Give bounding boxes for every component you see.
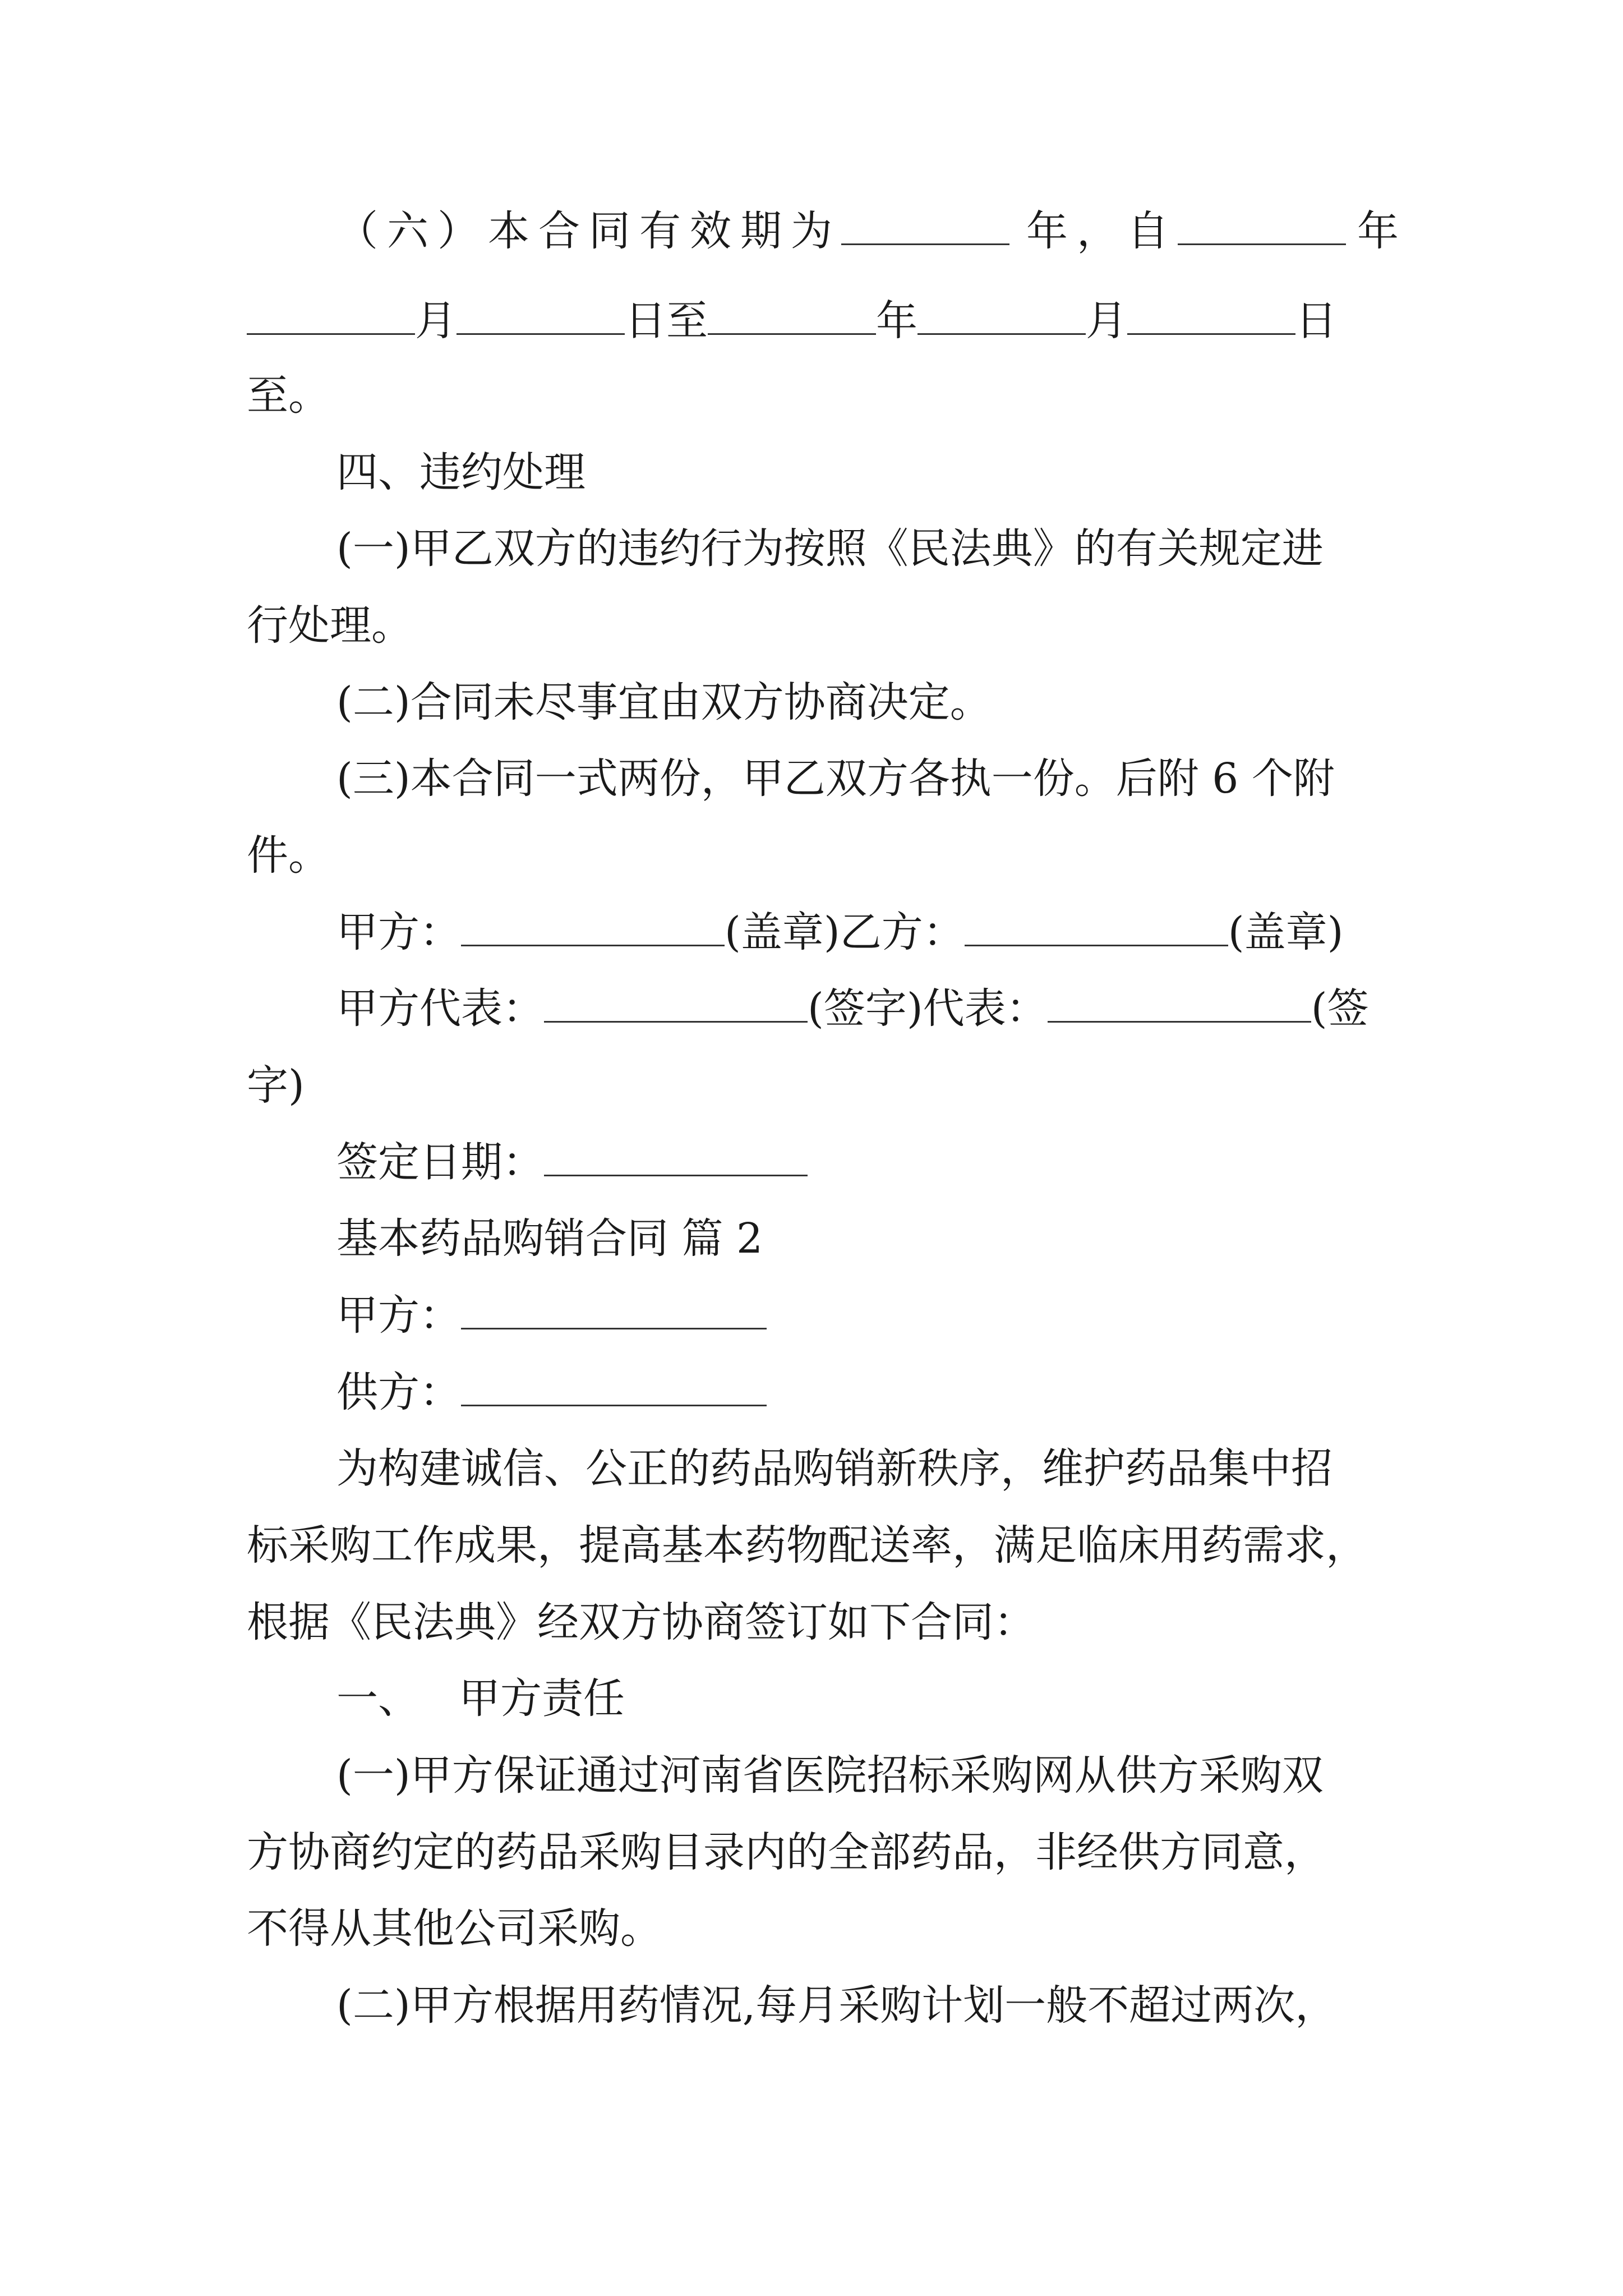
breach-clause-1-line-1: (一)甲乙双方的违约行为按照《民法典》的有关规定进	[336, 524, 1324, 573]
duty-clause-1-line-1: (一)甲方保证通过河南省医院招标采购网从供方采购双	[336, 1751, 1324, 1800]
signature-representative-line: 甲方代表： (签字)代表： (签	[336, 984, 1369, 1033]
clause-validity-line-3: 至。	[247, 371, 330, 420]
clause-validity-line-2: 月 日至 年 月 日	[247, 287, 1337, 355]
section-heading-breach: 四、违约处理	[336, 448, 585, 496]
start-year-blank	[1178, 239, 1346, 245]
supplier-line: 供方：	[336, 1359, 767, 1426]
end-day-blank	[1127, 329, 1295, 335]
duty-clause-2-line-1: (二)甲方根据用药情况,每月采购计划一般不超过两次，	[336, 1981, 1337, 2030]
contract-2-title: 基本药品购销合同 篇 2	[336, 1214, 763, 1263]
signature-representative-line-2: 字)	[247, 1061, 305, 1110]
start-day-blank	[457, 329, 625, 335]
signature-party-line: 甲方： (盖章)乙方： (盖章)	[336, 908, 1344, 956]
party-a-line: 甲方：	[336, 1282, 767, 1349]
intro-line-3: 根据《民法典》经双方协商签订如下合同：	[247, 1598, 1035, 1646]
breach-clause-3-line-2: 件。	[247, 831, 330, 880]
duty-clause-1-line-3: 不得从其他公司采购。	[247, 1904, 662, 1953]
years-blank	[841, 239, 1009, 245]
duty-clause-1-line-2: 方协商约定的药品采购目录内的全部药品，非经供方同意，	[247, 1828, 1326, 1876]
sign-date-line: 签定日期：	[336, 1129, 808, 1196]
section-heading-party-a-duties: 一、 甲方责任	[336, 1674, 625, 1723]
party-b-blank	[965, 940, 1228, 946]
start-month-blank	[247, 329, 415, 335]
party-a-representative-blank	[544, 1016, 808, 1023]
breach-clause-1-line-2: 行处理。	[247, 601, 413, 650]
sign-date-blank	[544, 1170, 808, 1176]
intro-line-2: 标采购工作成果，提高基本药物配送率，满足临床用药需求，	[247, 1521, 1367, 1570]
clause-validity-line-1: （六）本合同有效期为 年，自 年	[336, 207, 1408, 255]
end-year-blank	[708, 329, 876, 335]
party-a-name-blank	[461, 1323, 767, 1329]
supplier-name-blank	[461, 1400, 767, 1406]
end-month-blank	[917, 329, 1086, 335]
intro-line-1: 为构建诚信、公正的药品购销新秩序，维护药品集中招	[336, 1444, 1332, 1493]
party-b-representative-blank	[1048, 1016, 1311, 1023]
breach-clause-3-line-1: (三)本合同一式两份，甲乙双方各执一份。后附 6 个附	[336, 754, 1335, 803]
party-a-blank	[461, 940, 725, 946]
breach-clause-2: (二)合同未尽事宜由双方协商决定。	[336, 678, 992, 726]
